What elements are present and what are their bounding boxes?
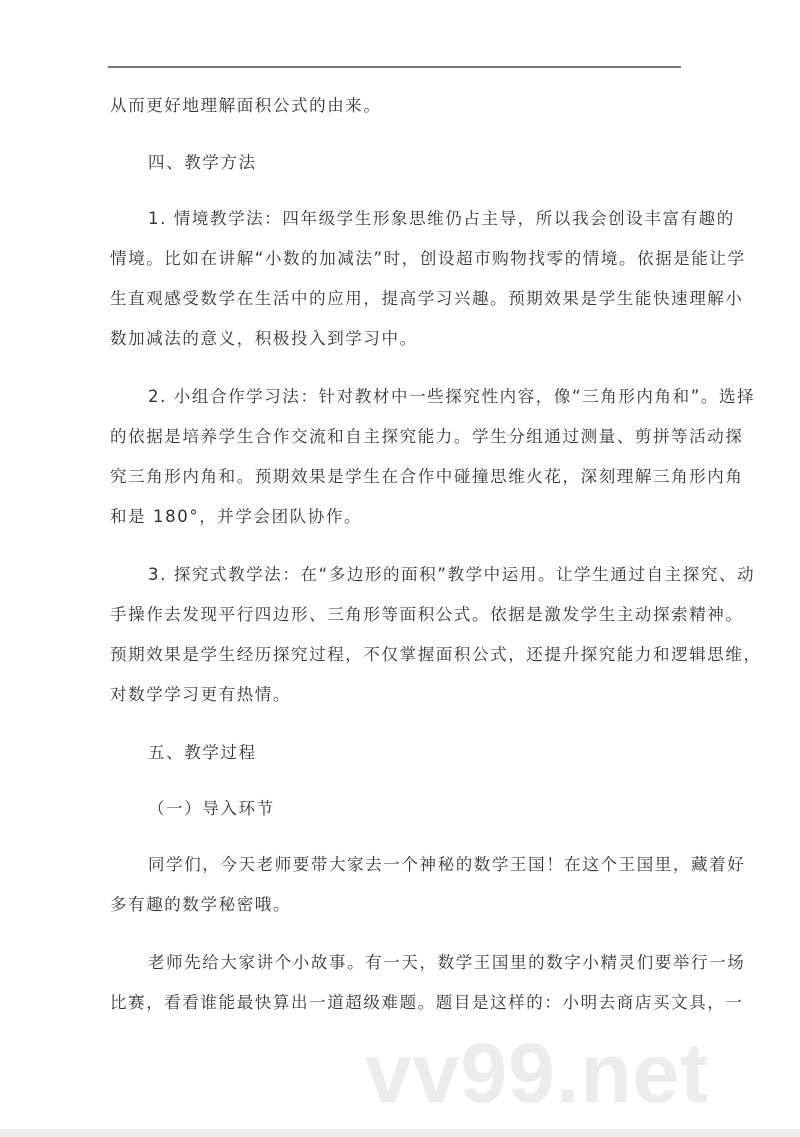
text-line: 的依据是培养学生合作交流和自主探究能力。学生分组通过测量、剪拼等活动探 [110,427,744,446]
section-heading: 五、教学过程 [148,743,257,762]
text-line: 手操作去发现平行四边形、三角形等面积公式。依据是激发学生主动探索精神。 [110,605,744,624]
subsection-heading: （一）导入环节 [148,799,275,818]
text-line: 2. 小组合作学习法：针对教材中一些探究性内容，像“三角形内角和”。选择 [148,387,756,406]
page-bottom-edge [0,1129,800,1137]
section-heading: 四、教学方法 [148,153,257,172]
text-line: 3. 探究式教学法：在“多边形的面积”教学中运用。让学生通过自主探究、动 [148,565,756,584]
text-line: 1. 情境教学法：四年级学生形象思维仍占主导，所以我会创设丰富有趣的 [148,209,735,228]
text-line: 老师先给大家讲个小故事。有一天，数学王国里的数字小精灵们要举行一场 [148,953,746,972]
text-line: 预期效果是学生经历探究过程，不仅掌握面积公式，还提升探究能力和逻辑思维， [110,645,762,664]
text-line: 对数学学习更有热情。 [110,685,291,704]
text-line: 生直观感受数学在生活中的应用，提高学习兴趣。预期效果是学生能快速理解小 [110,289,744,308]
text-line: 多有趣的数学秘密哦。 [110,895,291,914]
text-line: 和是 180°，并学会团队协作。 [110,507,363,526]
text-line: 情境。比如在讲解“小数的加减法”时，创设超市购物找零的情境。依据是能让学 [110,249,746,268]
header-rule [108,66,681,68]
text-line: 比赛，看看谁能最快算出一道超级难题。题目是这样的：小明去商店买文具，一 [110,993,744,1012]
text-line: 同学们，今天老师要带大家去一个神秘的数学王国！在这个王国里，藏着好 [148,855,746,874]
text-line: 究三角形内角和。预期效果是学生在合作中碰撞思维火花，深刻理解三角形内角 [110,467,744,486]
text-line: 数加减法的意义，积极投入到学习中。 [110,329,418,348]
text-line: 从而更好地理解面积公式的由来。 [110,96,382,115]
watermark: vv99.net [365,1026,710,1120]
